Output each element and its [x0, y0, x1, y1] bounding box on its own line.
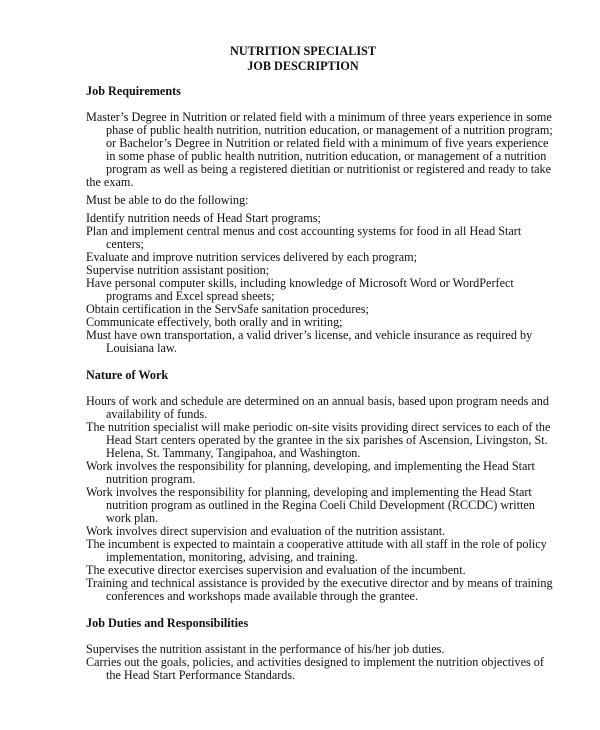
- text-line: conferences and workshops made available through the grantee.: [106, 589, 419, 603]
- text-line: program as well as being a registered dietitian or nutritionist or registered and ready to take: [106, 162, 552, 176]
- list-item: [86, 537, 547, 564]
- text-line: The incumbent is expected to maintain a cooperative attitude with all staff in the role of policy: [86, 537, 547, 551]
- section-heading: Job Requirements: [86, 84, 181, 98]
- text-line: Work involves the responsibility for planning, developing, and implementing the Head Start: [86, 459, 535, 473]
- text-line: Master’s Degree in Nutrition or related field with a minimum of three years experience in some: [86, 110, 552, 124]
- list-item: [86, 485, 535, 525]
- paragraph-block: [86, 642, 544, 682]
- text-line: phase of public health nutrition, nutrition education, or management of a nutrition program;: [106, 123, 553, 137]
- text-line: The executive director exercises supervision and evaluation of the incumbent.: [86, 563, 466, 577]
- text-line: availability of funds.: [106, 407, 208, 421]
- section-heading: Nature of Work: [86, 368, 169, 382]
- text-line: in some phase of public health nutrition, nutrition education, or management of a nutrition: [106, 149, 547, 163]
- text-line: Louisiana law.: [106, 341, 177, 355]
- text-line: nutrition program.: [106, 472, 196, 486]
- text-line: Plan and implement central menus and cost accounting systems for food in all Head Start: [86, 224, 522, 238]
- text-line: The nutrition specialist will make periodic on-site visits providing direct services to each of the: [86, 420, 551, 434]
- text-line: Must have own transportation, a valid driver’s license, and vehicle insurance as required by: [86, 328, 533, 342]
- paragraph-block: [86, 110, 553, 189]
- list-item: [86, 459, 535, 486]
- list-item: [86, 277, 526, 303]
- list-item: [86, 394, 549, 421]
- section-job-requirements: [86, 84, 553, 355]
- text-line: Training and technical assistance is provided by the executive director and by means of training: [86, 576, 553, 590]
- text-line: Helena, St. Tammany, Tangipahoa, and Washington.: [106, 446, 361, 460]
- list-item: [86, 420, 551, 460]
- text-line: Identify nutrition needs of Head Start programs;: [86, 211, 321, 225]
- section-heading: Job Duties and Responsibilities: [86, 616, 249, 630]
- text-line: work plan.: [106, 511, 159, 525]
- title-line: JOB DESCRIPTION: [247, 59, 359, 73]
- text-line: Work involves the responsibility for planning, developing and implementing the Head Start: [86, 485, 532, 499]
- paragraph-block: [86, 394, 553, 603]
- sections: [86, 84, 553, 682]
- section-nature-of-work: [86, 368, 553, 603]
- text-line: Supervises the nutrition assistant in the performance of his/her job duties.: [86, 642, 445, 656]
- paragraph-block: [86, 194, 526, 207]
- list-item: [86, 328, 533, 355]
- text-line: Hours of work and schedule are determined on an annual basis, based upon program needs and: [86, 394, 549, 408]
- document-title: [80, 44, 526, 74]
- paragraph-block: [86, 211, 533, 355]
- section-job-duties-and-responsibilities: [86, 616, 544, 682]
- text-line: or Bachelor’s Degree in Nutrition or related field with a minimum of five years experience: [106, 136, 549, 150]
- text-line: Have personal computer skills, including knowledge of Microsoft Word or WordPerfect: [86, 276, 514, 290]
- text-line: Evaluate and improve nutrition services delivered by each program;: [86, 250, 417, 264]
- text-line: nutrition program as outlined in the Regina Coeli Child Development (RCCDC) written: [106, 498, 535, 512]
- text-line: Carries out the goals, policies, and activities designed to implement the nutrition objectives of: [86, 655, 544, 669]
- text-line: the exam.: [86, 175, 134, 189]
- title-line: NUTRITION SPECIALIST: [230, 44, 376, 58]
- list-item: [86, 110, 553, 189]
- list-item: [86, 576, 553, 603]
- text-line: Work involves direct supervision and evaluation of the nutrition assistant.: [86, 524, 446, 538]
- text-line: programs and Excel spread sheets;: [106, 289, 275, 303]
- document-page: [86, 44, 553, 682]
- text-line: Head Start centers operated by the grantee in the six parishes of Ascension, Livingston, St.: [106, 433, 548, 447]
- list-item: [86, 655, 544, 682]
- list-item: [86, 194, 526, 207]
- text-line: Obtain certification in the ServSafe sanitation procedures;: [86, 302, 369, 316]
- text-line: Communicate effectively, both orally and in writing;: [86, 315, 343, 329]
- text-line: Supervise nutrition assistant position;: [86, 263, 270, 277]
- text-line: centers;: [106, 237, 144, 251]
- text-line: implementation, monitoring, advising, and training.: [106, 550, 358, 564]
- list-item: [86, 225, 526, 251]
- text-line: the Head Start Performance Standards.: [106, 668, 296, 682]
- text-line: Must be able to do the following:: [86, 193, 249, 207]
